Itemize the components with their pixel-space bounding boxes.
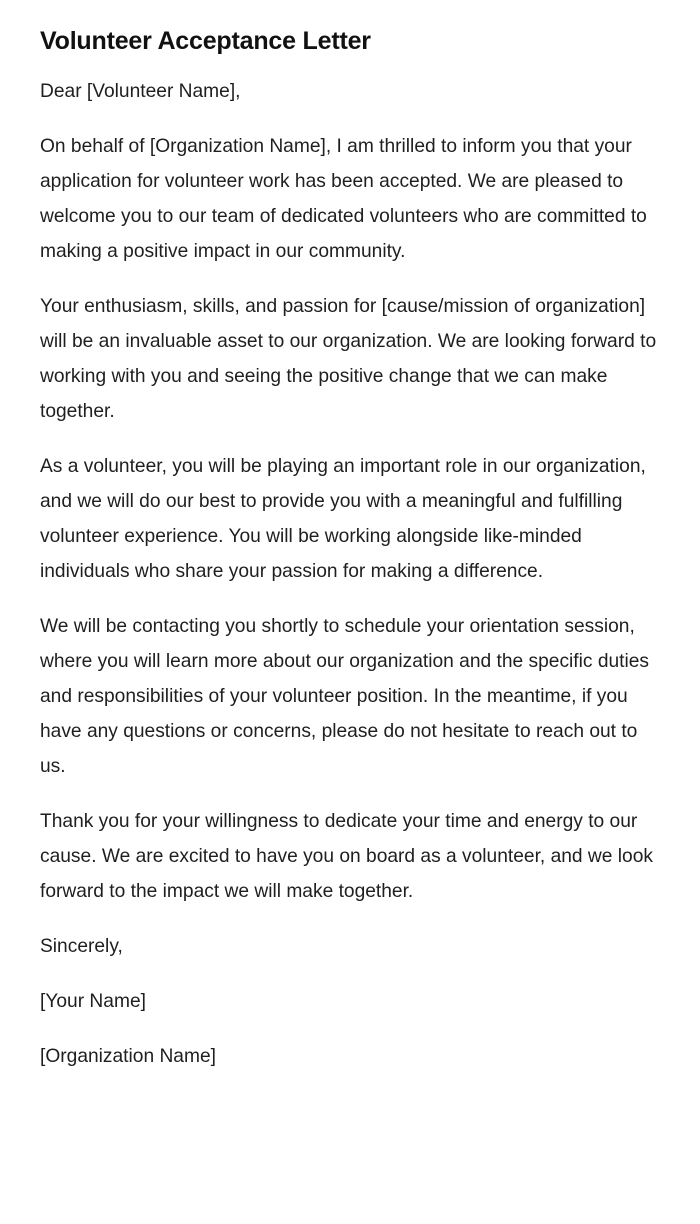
letter-paragraph: On behalf of [Organization Name], I am thrilled to inform you that your application for volunteer work has been accepted. We are pleased to welcome you to our team of dedicated volunteers who are committed to making a positive impact in our community. xyxy=(40,136,647,262)
letter-paragraph: As a volunteer, you will be playing an important role in our organization, and we will do our best to provide you with a meaningful and fulfilling volunteer experience. You will be working alongside like-minded individuals who share your passion for making a difference. xyxy=(40,456,646,582)
letter-greeting: Dear [Volunteer Name], xyxy=(40,81,241,102)
letter-paragraph: We will be contacting you shortly to schedule your orientation session, where you will learn more about our organization and the specific duties and responsibilities of your volunteer position. In the meantime, if you have any questions or concerns, please do not hesitate to reach out to us. xyxy=(40,616,650,777)
sender-name: [Your Name] xyxy=(40,991,146,1012)
letter-paragraph: Your enthusiasm, skills, and passion for [cause/mission of organization] will be an invaluable asset to our organization. We are looking forward to working with you and seeing the positive change that we can make together. xyxy=(40,296,657,422)
sender-organization: [Organization Name] xyxy=(40,1046,216,1067)
letter-paragraph: Thank you for your willingness to dedicate your time and energy to our cause. We are excited to have you on board as a volunteer, and we look forward to the impact we will make together. xyxy=(40,811,653,902)
letter-title: Volunteer Acceptance Letter xyxy=(40,27,371,55)
letter-closing: Sincerely, xyxy=(40,936,123,957)
